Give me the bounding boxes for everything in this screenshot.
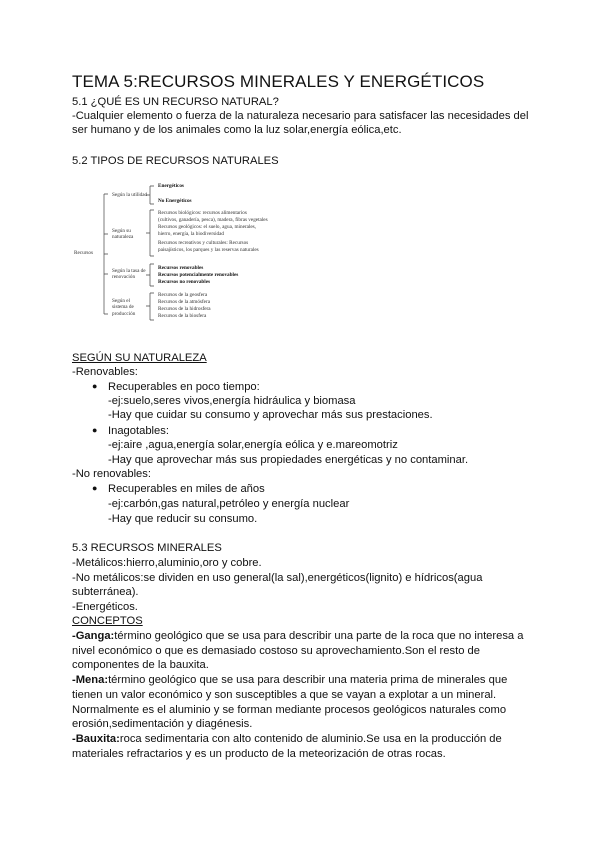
text-line: erosión,sedimentación y diagénesis. [72,718,253,730]
ganga-term: -Ganga: [72,630,115,642]
text-line: -Renovables: [72,366,138,378]
bullet-icon: ● [92,425,98,435]
diagram-item: Recursos de la biosfera [158,313,207,319]
bauxita-term: -Bauxita: [72,733,120,745]
paragraph-line: -Cualquier elemento o fuerza de la naturaleza necesario para satisfacer las necesidades del [72,110,529,122]
text-line: componentes de la bauxita. [72,659,209,671]
diagram-item: Recursos de la atmósfera [158,299,210,305]
bullet-text: Recuperables en miles de años [108,483,265,495]
text-line: -No renovables: [72,468,151,480]
diagram-item: Recursos recreativos y culturales: Recursos [158,240,249,246]
text-line: Normalmente es el aluminio y se forman mediante procesos geológicos naturales como [72,704,507,716]
ganga-line [72,629,524,643]
text-line: -ej:suelo,seres vivos,energía hidráulica y biomasa [108,395,356,407]
diagram-item: Recursos renovables [158,265,204,271]
bullet-icon: ● [92,483,98,493]
diagram-branch-label: Según el sistema de producción [112,298,136,317]
text-line: -No metálicos:se dividen en uso general(la sal),energéticos(lignito) e hídricos(agua [72,572,483,584]
diagram-item: Recursos geológicos: el suelo, agua, minerales, [158,224,256,230]
mena-term: -Mena: [72,674,109,686]
diagram-item: (cultivos, ganadería, pesca), madera, fibras vegetales [158,217,268,223]
text-line: -Hay que reducir su consumo. [108,513,258,525]
text-line: -ej:carbón,gas natural,petróleo y energía nuclear [108,498,350,510]
diagram-branch-label: Según la tasa de renovación [112,268,146,281]
diagram-item: Recursos de la geosfera [158,292,208,298]
text-line: subterránea). [72,586,139,598]
text-line: -Hay que cuidar su consumo y aprovechar más sus prestaciones. [108,409,433,421]
text-line: -Energéticos. [72,601,138,613]
section-5-2-heading: 5.2 TIPOS DE RECURSOS NATURALES [72,155,279,167]
text-line: materiales refractarios y es un producto de la meteorización de otras rocas. [72,748,446,760]
diagram-branch-label: Según su naturaleza [112,228,134,241]
section-5-1-heading: 5.1 ¿QUÉ ES UN RECURSO NATURAL? [72,96,279,108]
diagram-item: hierro, energía, la biodiversidad [158,231,225,237]
diagram-item: Recursos biológicos: recursos alimentarios [158,210,247,216]
bauxita-text: roca sedimentaria con alto contenido de aluminio.Se usa en la producción de [119,733,502,745]
bauxita-line [72,732,502,746]
ganga-text: término geológico que se usa para describir una parte de la roca que no interesa a [114,630,524,642]
section-5-3-heading: 5.3 RECURSOS MINERALES [72,542,222,554]
text-line: nivel económico o que es demasiado costoso su aprovechamiento.Son el resto de [72,645,480,657]
bullet-icon: ● [92,381,98,391]
mena-text: término geológico que se usa para describir una materia prima de minerales que [108,674,508,686]
diagram-item: Recursos potencialmente renovables [158,272,239,278]
mena-line [72,673,507,687]
diagram-branch-label: Según la utilidad [112,192,148,198]
page-title: TEMA 5:RECURSOS MINERALES Y ENERGÉTICOS [72,72,485,91]
diagram-item: Recursos de la hidrosfera [158,306,211,312]
bullet-text: Inagotables: [108,425,169,437]
text-line: tienen un valor económico y son susceptibles a que se vayan a explotar a un mineral. [72,689,497,701]
bullet-text: Recuperables en poco tiempo: [108,381,260,393]
diagram-item: paisajísticos, los parques y las reservas naturales [158,247,259,253]
diagram-item: Recursos no renovables [158,279,211,285]
diagram-item: Energéticos [158,183,184,189]
naturaleza-heading: SEGÚN SU NATURALEZA [72,352,207,364]
diagram-item: No Energéticos [158,198,192,204]
text-line: -Hay que aprovechar más sus propiedades energéticas y no contaminar. [108,454,469,466]
conceptos-heading: CONCEPTOS [72,615,143,627]
text-line: -ej:aire ,agua,energía solar,energía eólica y e.mareomotriz [108,439,398,451]
text-line: -Metálicos:hierro,aluminio,oro y cobre. [72,557,262,569]
resource-types-diagram [72,168,312,328]
diagram-root: Recursos [74,250,94,256]
paragraph-line: ser humano y de los animales como la luz solar,energía eólica,etc. [72,124,402,136]
